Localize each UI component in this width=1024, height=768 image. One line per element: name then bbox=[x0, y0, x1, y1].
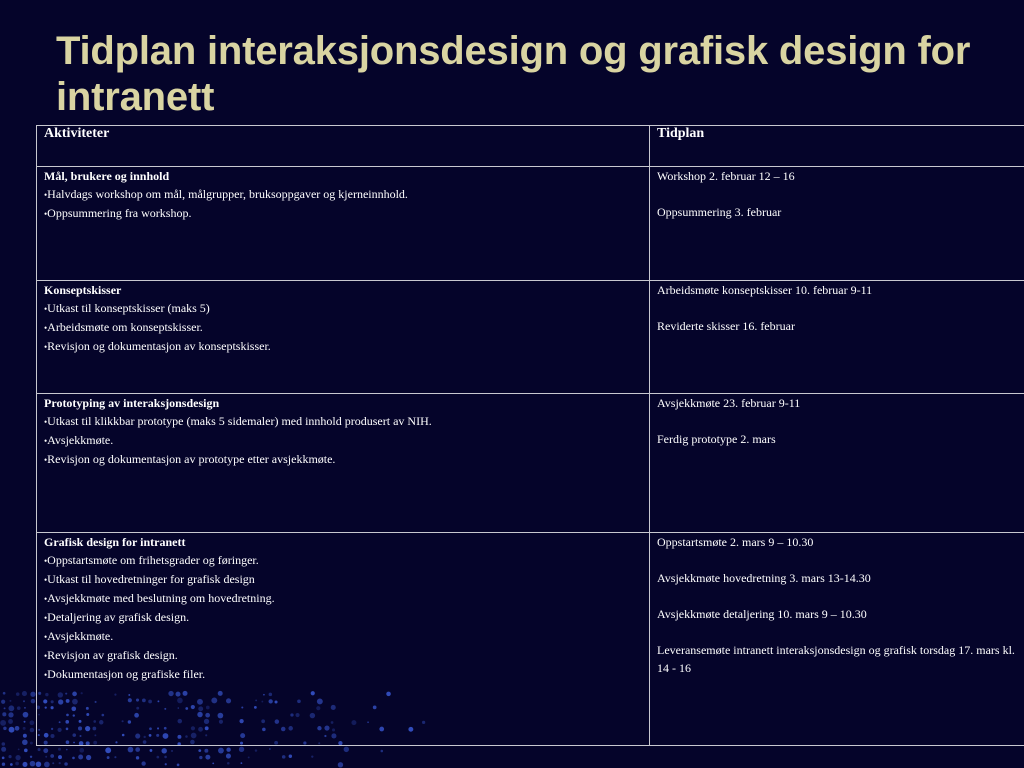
decoration-dot bbox=[164, 756, 167, 759]
decoration-dot bbox=[255, 749, 257, 751]
decoration-dot bbox=[15, 755, 20, 760]
decoration-dot bbox=[141, 761, 145, 765]
decoration-dot bbox=[9, 727, 15, 733]
decoration-dot bbox=[381, 750, 384, 753]
header-activities: Aktiviteter bbox=[37, 126, 650, 167]
decoration-dot bbox=[30, 692, 35, 697]
activity-cell bbox=[37, 533, 650, 746]
decoration-dot bbox=[78, 755, 83, 760]
decoration-dot bbox=[23, 734, 27, 738]
decoration-dot bbox=[18, 748, 20, 750]
activity-bullet: • Utkast til konseptskisser (maks 5) bbox=[44, 299, 642, 318]
activity-bullet: • Dokumentasjon og grafiske filer. bbox=[44, 665, 642, 684]
table-row bbox=[37, 394, 1024, 533]
decoration-dot bbox=[43, 748, 48, 753]
decoration-dot bbox=[226, 753, 231, 758]
activity-bullet: • Detaljering av grafisk design. bbox=[44, 608, 642, 627]
activity-title: Mål, brukere og innhold bbox=[44, 169, 170, 183]
schedule-item: Avsjekkmøte hovedretning 3. mars 13-14.30 bbox=[657, 571, 871, 585]
decoration-dot bbox=[4, 707, 6, 709]
decoration-dot bbox=[3, 727, 6, 730]
decoration-dot bbox=[269, 748, 271, 750]
decoration-dot bbox=[24, 721, 26, 723]
decoration-dot bbox=[66, 749, 68, 751]
decoration-dot bbox=[136, 756, 139, 759]
activity-bullet: • Revisjon og dokumentasjon av konseptskisser. bbox=[44, 337, 642, 356]
decoration-dot bbox=[30, 756, 32, 758]
decoration-dot bbox=[8, 755, 11, 758]
decoration-dot bbox=[22, 691, 27, 696]
decoration-dot bbox=[15, 762, 19, 766]
decoration-dot bbox=[2, 763, 5, 766]
decoration-dot bbox=[23, 727, 26, 730]
decoration-dot bbox=[128, 747, 134, 753]
decoration-dot bbox=[8, 705, 14, 711]
activity-bullet: • Revisjon av grafisk design. bbox=[44, 646, 642, 665]
decoration-dot bbox=[24, 707, 26, 709]
decoration-dot bbox=[114, 756, 116, 758]
decoration-dot bbox=[8, 719, 13, 724]
decoration-dot bbox=[218, 748, 224, 754]
decoration-dot bbox=[171, 750, 173, 752]
decoration-dot bbox=[282, 755, 286, 759]
schedule-cell bbox=[650, 394, 1024, 533]
decoration-dot bbox=[64, 762, 68, 766]
header-schedule: Tidplan bbox=[650, 126, 1024, 167]
activity-bullet: • Utkast til klikkbar prototype (maks 5 sidemaler) med innhold produsert av NIH. bbox=[44, 412, 642, 431]
activity-bullet: • Revisjon og dokumentasjon av prototype etter avsjekkmøte. bbox=[44, 450, 642, 469]
activity-bullet: • Avsjekkmøte. bbox=[44, 627, 642, 646]
decoration-dot bbox=[161, 748, 166, 753]
decoration-dot bbox=[205, 755, 210, 760]
activity-bullet: • Oppstartsmøte om frihetsgrader og føringer. bbox=[44, 551, 642, 570]
decoration-dot bbox=[204, 749, 208, 753]
decoration-dot bbox=[29, 720, 34, 725]
decoration-dot bbox=[2, 757, 5, 760]
decoration-dot bbox=[22, 762, 27, 767]
decoration-dot bbox=[107, 756, 110, 759]
slide-title: Tidplan interaksjonsdesign og grafisk design for intranett bbox=[56, 29, 971, 119]
decoration-dot bbox=[212, 762, 214, 764]
decoration-dot bbox=[38, 748, 41, 751]
decoration-dot bbox=[198, 749, 201, 752]
schedule-item: Avsjekkmøte 23. februar 9-11 bbox=[657, 396, 801, 410]
schedule-cell bbox=[650, 167, 1024, 281]
decoration-dot bbox=[3, 692, 6, 695]
decoration-dot bbox=[23, 712, 29, 718]
decoration-dot bbox=[31, 699, 35, 703]
decoration-dot bbox=[17, 706, 21, 710]
decoration-dot bbox=[0, 720, 6, 726]
decoration-dot bbox=[150, 749, 153, 752]
decoration-dot bbox=[30, 742, 33, 745]
decoration-dot bbox=[79, 748, 84, 753]
table-row bbox=[37, 167, 1024, 281]
activity-cell bbox=[37, 281, 650, 394]
decoration-dot bbox=[10, 763, 13, 766]
activity-title: Konseptskisser bbox=[44, 283, 122, 297]
decoration-dot bbox=[24, 749, 28, 753]
decoration-dot bbox=[58, 748, 61, 751]
decoration-dot bbox=[156, 756, 159, 759]
activity-bullet: • Avsjekkmøte med beslutning om hovedretning. bbox=[44, 589, 642, 608]
activity-bullet: • Utkast til hovedretninger for grafisk design bbox=[44, 570, 642, 589]
decoration-dot bbox=[50, 754, 54, 758]
decoration-dot bbox=[52, 762, 54, 764]
decoration-dot bbox=[72, 757, 75, 760]
decoration-dot bbox=[1, 700, 5, 704]
schedule-item: Ferdig prototype 2. mars bbox=[657, 432, 776, 446]
decoration-dot bbox=[59, 762, 61, 764]
decoration-dot bbox=[338, 762, 343, 767]
decoration-dot bbox=[177, 764, 180, 767]
decoration-dot bbox=[58, 755, 62, 759]
decoration-dot bbox=[36, 762, 42, 768]
activity-title: Prototyping av interaksjonsdesign bbox=[44, 396, 220, 410]
decoration-dot bbox=[2, 712, 6, 716]
decoration-dot bbox=[344, 747, 349, 752]
activity-cell bbox=[37, 167, 650, 281]
decoration-dot bbox=[45, 756, 47, 758]
decoration-dot bbox=[2, 742, 6, 746]
table-header-row bbox=[37, 126, 1024, 167]
schedule-table bbox=[36, 125, 1024, 746]
schedule-item: Avsjekkmøte detaljering 10. mars 9 – 10.30 bbox=[657, 607, 867, 621]
decoration-dot bbox=[30, 728, 34, 732]
decoration-dot bbox=[199, 756, 202, 759]
schedule-cell bbox=[650, 281, 1024, 394]
decoration-dot bbox=[241, 762, 243, 764]
activity-title: Grafisk design for intranett bbox=[44, 535, 186, 549]
decoration-dot bbox=[30, 761, 36, 767]
decoration-dot bbox=[44, 762, 50, 768]
decoration-dot bbox=[86, 755, 91, 760]
activity-bullet: • Arbeidsmøte om konseptskisser. bbox=[44, 318, 642, 337]
decoration-dot bbox=[135, 747, 140, 752]
decoration-dot bbox=[8, 712, 13, 717]
decoration-dot bbox=[15, 726, 20, 731]
decoration-dot bbox=[1, 747, 6, 752]
activity-bullet: • Avsjekkmøte. bbox=[44, 431, 642, 450]
schedule-cell bbox=[650, 533, 1024, 746]
decoration-dot bbox=[248, 756, 250, 758]
table-row bbox=[37, 281, 1024, 394]
decoration-dot bbox=[311, 756, 313, 758]
activity-bullet: • Halvdags workshop om mål, målgrupper, bruksoppgaver og kjerneinnhold. bbox=[44, 185, 642, 204]
activity-cell bbox=[37, 394, 650, 533]
schedule-item: Reviderte skisser 16. februar bbox=[657, 319, 795, 333]
decoration-dot bbox=[22, 739, 28, 745]
decoration-dot bbox=[16, 692, 20, 696]
table-row bbox=[37, 533, 1024, 746]
schedule-item: Leveransemøte intranett interaksjonsdesign og grafisk torsdag 17. mars kl. 14 - 16 bbox=[657, 643, 1015, 675]
decoration-dot bbox=[23, 700, 25, 702]
decoration-dot bbox=[165, 763, 167, 765]
decoration-dot bbox=[227, 762, 230, 765]
decoration-dot bbox=[239, 747, 244, 752]
schedule-item: Arbeidsmøte konseptskisser 10. februar 9-11 bbox=[657, 283, 873, 297]
decoration-dot bbox=[226, 748, 230, 752]
schedule-item: Oppsummering 3. februar bbox=[657, 205, 782, 219]
decoration-dot bbox=[289, 755, 292, 758]
activity-bullet: • Oppsummering fra workshop. bbox=[44, 204, 642, 223]
schedule-item: Oppstartsmøte 2. mars 9 – 10.30 bbox=[657, 535, 814, 549]
decoration-dot bbox=[105, 747, 111, 753]
decoration-dot bbox=[9, 700, 11, 702]
schedule-item: Workshop 2. februar 12 – 16 bbox=[657, 169, 795, 183]
